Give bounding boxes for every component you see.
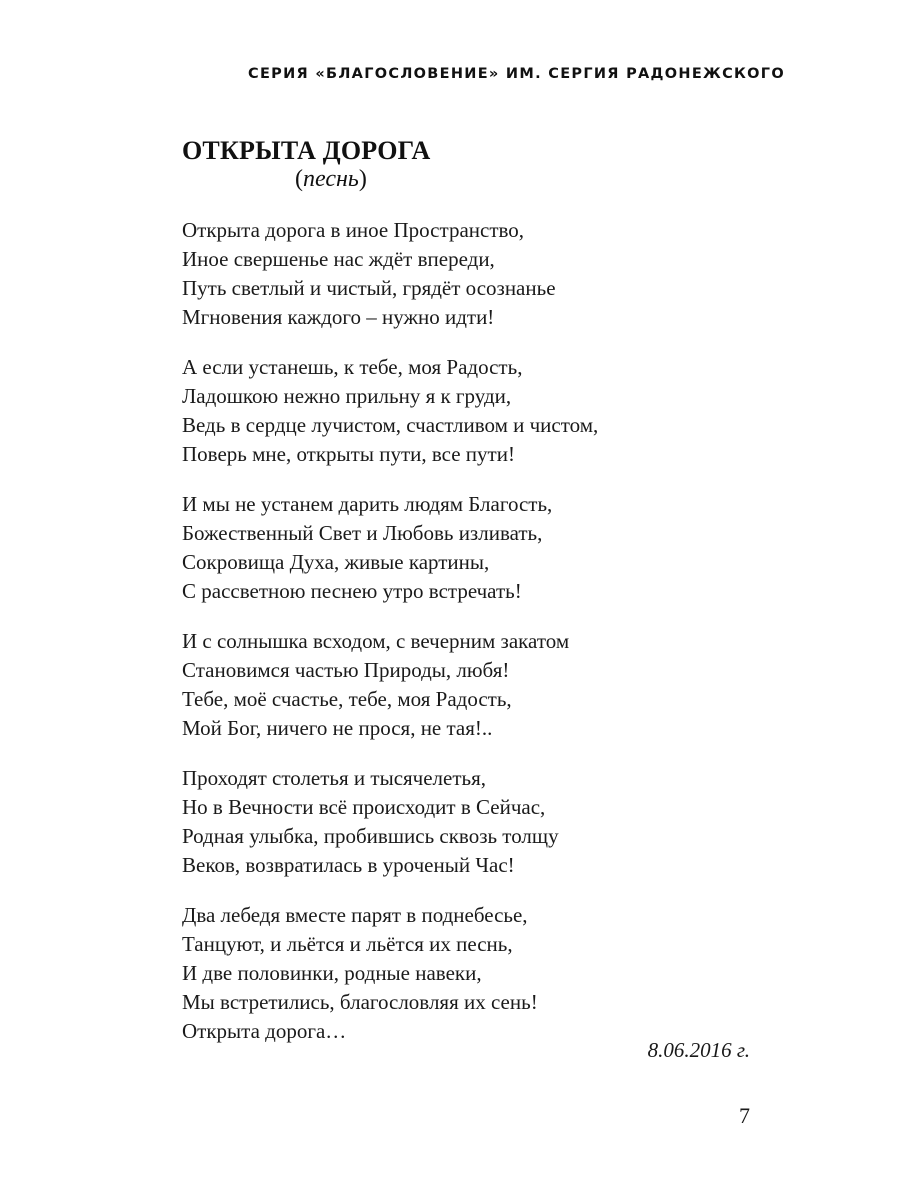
stanza-4: [182, 627, 569, 743]
verse-line: Поверь мне, открыты пути, все пути!: [182, 442, 515, 466]
verse-line: И две половинки, родные навеки,: [182, 961, 482, 985]
verse-line: Два лебедя вместе парят в поднебесье,: [182, 903, 528, 927]
verse-line: Мой Бог, ничего не прося, не тая!..: [182, 716, 493, 740]
verse-line: Ладошкою нежно прильну я к груди,: [182, 384, 512, 408]
subtitle-close-paren: ): [358, 166, 367, 192]
verse-line: И с солнышка всходом, с вечерним закатом: [182, 629, 570, 653]
stanza-6: [182, 901, 538, 1046]
page-number: 7: [739, 1103, 750, 1128]
verse-line: И мы не устанем дарить людям Благость,: [182, 492, 553, 516]
verse-line: Родная улыбка, пробившись сквозь толщу: [182, 824, 559, 848]
subtitle-open-paren: (: [295, 166, 303, 192]
poem-subtitle: [295, 166, 367, 193]
verse-line: Тебе, моё счастье, тебе, моя Радость,: [182, 687, 512, 711]
poem-date: 8.06.2016 г.: [647, 1038, 750, 1062]
verse-line: Танцуют, и льётся и льётся их песнь,: [182, 932, 513, 956]
subtitle-genre: песнь: [303, 166, 359, 192]
verse-line: Проходят столетья и тысячелетья,: [182, 766, 487, 790]
verse-line: Открыта дорога…: [182, 1019, 347, 1043]
stanza-2: [182, 353, 598, 469]
verse-line: С рассветною песнею утро встречать!: [182, 579, 522, 603]
stanza-1: [182, 216, 556, 332]
verse-line: Открыта дорога в иное Пространство,: [182, 218, 525, 242]
verse-line: Ведь в сердце лучистом, счастливом и чистом,: [182, 413, 599, 437]
verse-line: Но в Вечности всё происходит в Сейчас,: [182, 795, 546, 819]
verse-line: Мы встретились, благословляя их сень!: [182, 990, 538, 1014]
verse-line: А если устанешь, к тебе, моя Радость,: [182, 355, 523, 379]
verse-line: Сокровища Духа, живые картины,: [182, 550, 490, 574]
verse-line: Путь светлый и чистый, грядёт осознанье: [182, 276, 556, 300]
verse-line: Иное свершенье нас ждёт впереди,: [182, 247, 495, 271]
running-header: СЕРИЯ «БЛАГОСЛОВЕНИЕ» ИМ. СЕРГИЯ РАДОНЕЖСКОГО: [248, 66, 785, 82]
verse-line: Мгновения каждого – нужно идти!: [182, 305, 495, 329]
verse-line: Божественный Свет и Любовь изливать,: [182, 521, 543, 545]
stanza-5: [182, 764, 559, 880]
verse-line: Становимся частью Природы, любя!: [182, 658, 510, 682]
verse-line: Веков, возвратилась в уроченый Час!: [182, 853, 515, 877]
stanza-3: [182, 490, 552, 606]
poem-title: ОТКРЫТА ДОРОГА: [182, 136, 431, 165]
